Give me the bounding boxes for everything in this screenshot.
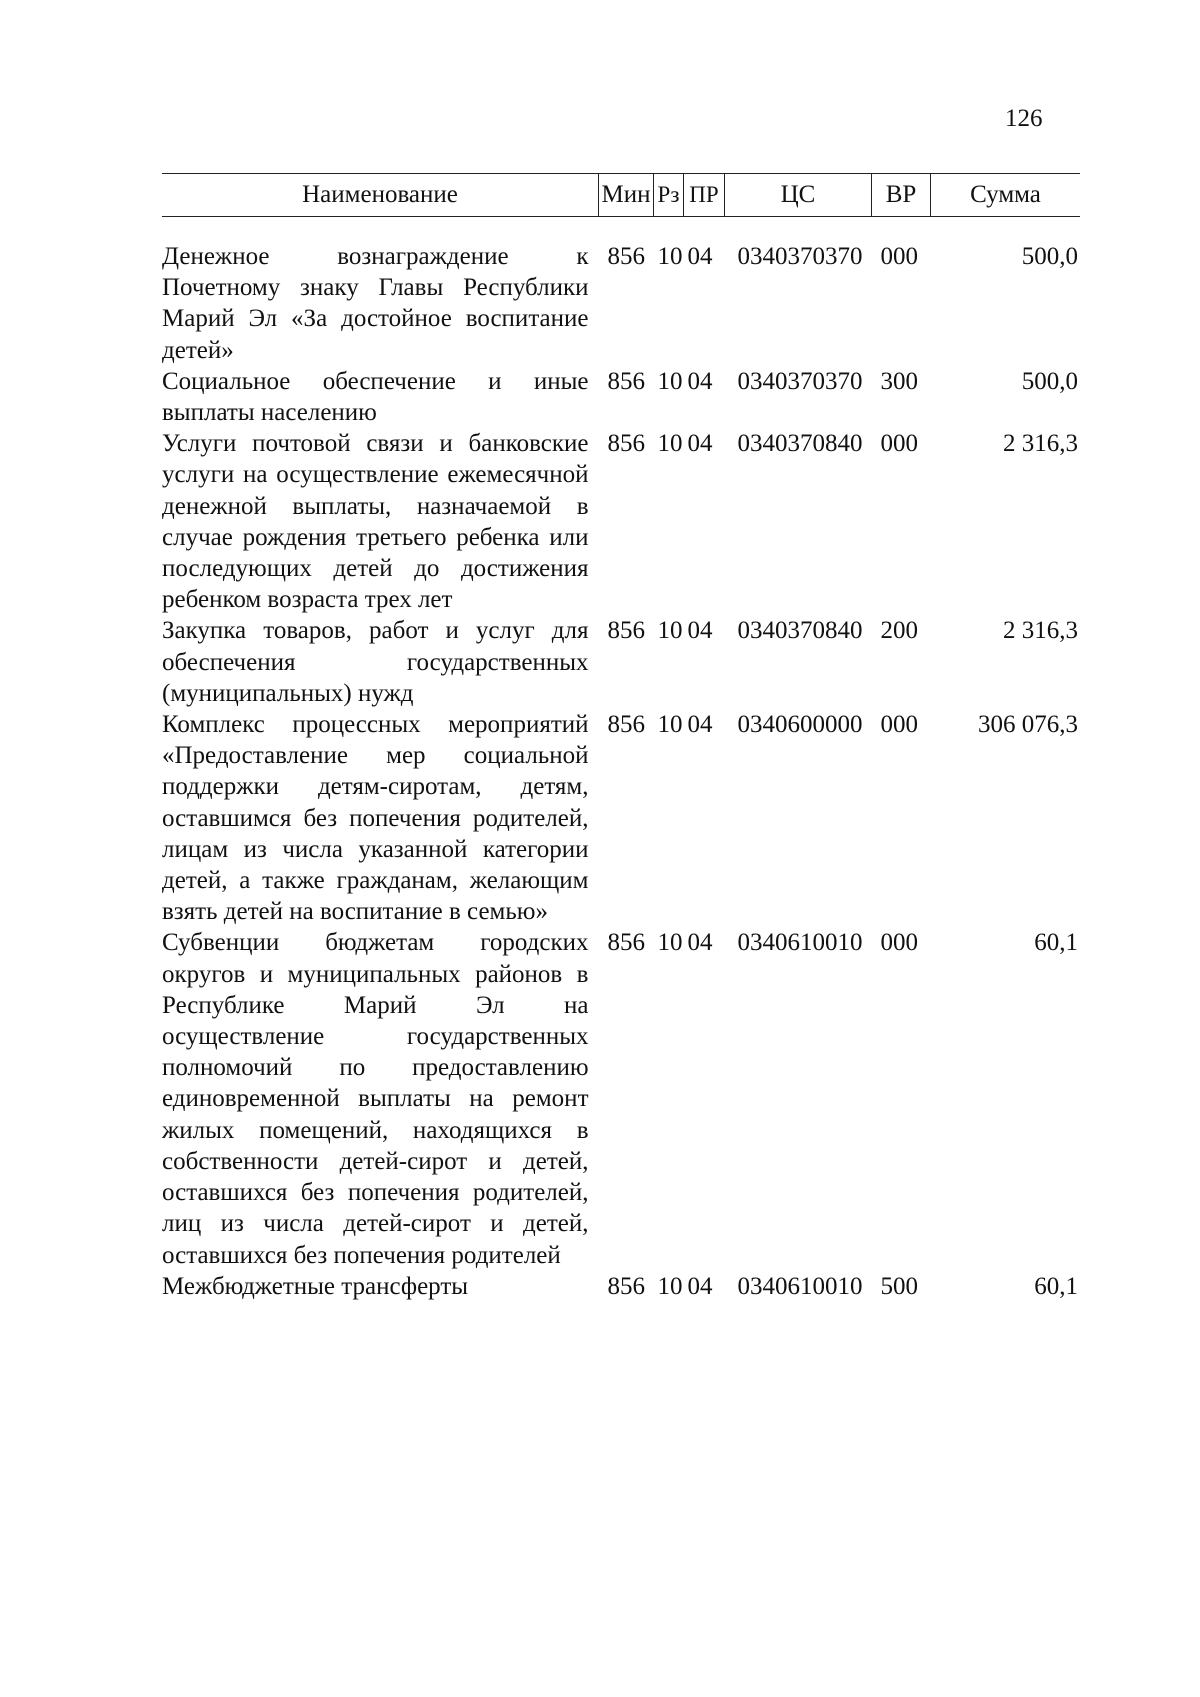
row-rz: 10 (657, 617, 683, 645)
row-vr: 200 (880, 617, 918, 645)
table-row (162, 615, 1080, 709)
table-row (162, 927, 1080, 1270)
row-cs: 0340370370 (737, 243, 863, 270)
row-name: Социальное обеспечение и иные выплаты населению (162, 367, 589, 427)
row-name: Услуги почтовой связи и банковские услуги на осуществление ежемесячной денежной выплаты, назначаемой в случае рождения третьего ребенка или последующих детей до достижения ребенком возраста трех лет (162, 430, 589, 614)
row-min: 856 (607, 243, 645, 270)
header-cs: ЦС (725, 174, 872, 217)
header-name: Наименование (162, 174, 599, 217)
row-vr: 000 (880, 430, 918, 458)
row-name: Межбюджетные трансферты (162, 1272, 469, 1300)
row-vr: 500 (880, 1272, 918, 1300)
row-pr: 04 (687, 929, 713, 957)
header-min: Мин (599, 174, 654, 217)
row-min: 856 (607, 367, 645, 395)
budget-table (162, 173, 1080, 1302)
row-sum: 2 316,3 (1003, 617, 1078, 645)
row-rz: 10 (657, 929, 683, 957)
row-rz: 10 (657, 367, 683, 395)
row-vr: 000 (880, 243, 918, 270)
row-sum: 60,1 (1034, 1272, 1078, 1300)
row-pr: 04 (687, 1272, 713, 1300)
table-row (162, 241, 1080, 366)
row-min: 856 (607, 617, 645, 645)
row-name: Денежное вознаграждение к Почетному знаку Главы Республики Марий Эл «За достойное воспитание детей» (162, 243, 589, 364)
row-cs: 0340610010 (737, 929, 863, 957)
row-vr: 000 (880, 929, 918, 957)
table-row (162, 366, 1080, 428)
row-cs: 0340370840 (737, 617, 863, 645)
row-pr: 04 (687, 711, 713, 739)
row-cs: 0340600000 (737, 711, 863, 739)
row-rz: 10 (657, 430, 683, 458)
row-min: 856 (607, 929, 645, 957)
row-sum: 2 316,3 (1003, 430, 1078, 458)
row-cs: 0340610010 (737, 1272, 863, 1300)
row-min: 856 (607, 711, 645, 739)
header-vr: ВР (872, 174, 931, 217)
row-name: Комплекс процессных мероприятий «Предоставление мер социальной поддержки детям-сиротам, детям, оставшимся без попечения родителей, лицам из числа указанной категории детей, а также гражданам, желающим взять детей на воспитание в семью» (162, 711, 589, 926)
header-row (162, 174, 1080, 217)
row-sum: 60,1 (1034, 929, 1078, 957)
row-sum: 500,0 (1021, 367, 1078, 395)
row-pr: 04 (687, 617, 713, 645)
row-name: Закупка товаров, работ и услуг для обеспечения государственных (муниципальных) нужд (162, 617, 589, 707)
table-body (162, 217, 1080, 1302)
row-name: Субвенции бюджетам городских округов и муниципальных районов в Республике Марий Эл на осуществление государственных полномочий по предоставлению единовременной выплаты на ремонт жилых помещений, находящихся в собственности детей-сирот и детей, оставшихся без попечения родителей, лиц из числа детей-сирот и детей, оставшихся без попечения родителей (162, 929, 589, 1269)
header-sum: Сумма (931, 174, 1081, 217)
row-min: 856 (607, 1272, 645, 1300)
table-row (162, 1271, 1080, 1302)
row-rz: 10 (657, 1272, 683, 1300)
row-pr: 04 (687, 367, 713, 395)
table-header (162, 174, 1080, 217)
spacer-row (162, 217, 1080, 242)
row-sum: 500,0 (1021, 243, 1078, 270)
row-rz: 10 (657, 711, 683, 739)
table-row (162, 428, 1080, 615)
row-pr: 04 (687, 430, 713, 458)
row-cs: 0340370370 (737, 367, 863, 395)
table-row (162, 709, 1080, 927)
page-number: 126 (1005, 105, 1043, 132)
header-pr: ПР (684, 174, 725, 217)
row-sum: 306 076,3 (978, 711, 1078, 739)
row-cs: 0340370840 (737, 430, 863, 458)
row-rz: 10 (657, 243, 683, 270)
row-min: 856 (607, 430, 645, 458)
row-vr: 300 (880, 367, 918, 395)
row-vr: 000 (880, 711, 918, 739)
spacer-cell (162, 217, 1080, 242)
header-rz: Рз (654, 174, 684, 217)
row-pr: 04 (687, 243, 713, 270)
